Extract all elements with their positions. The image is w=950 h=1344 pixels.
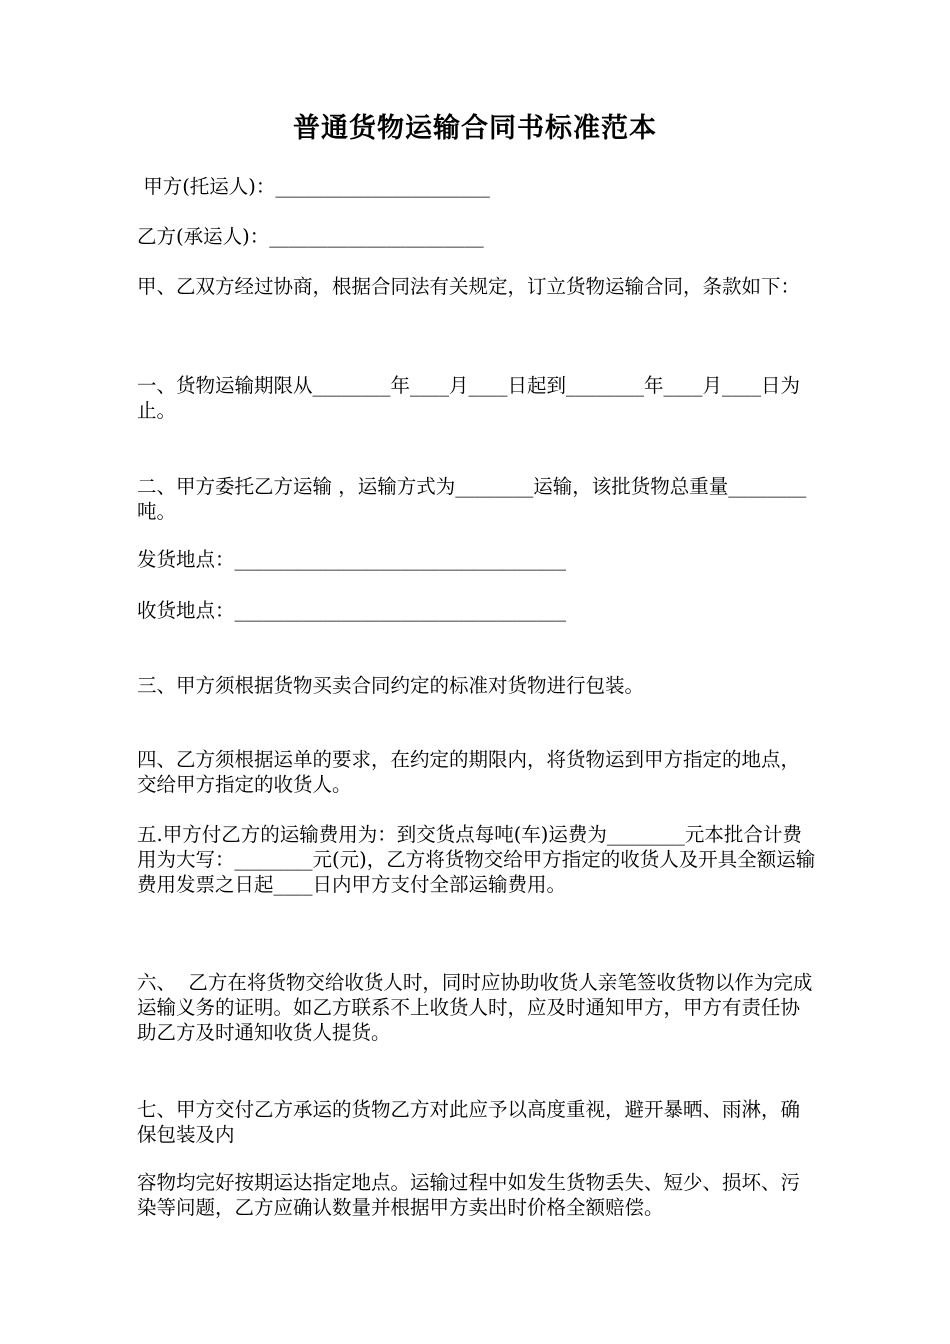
ship-to-line: 收货地点：__________________________________ bbox=[137, 599, 567, 622]
party-a-blank: ______________________ bbox=[275, 175, 490, 198]
clause-5: 五.甲方付乙方的运输费用为：到交货点每吨(车)运费为________元本批合计费用为大写：________元(元)，乙方将货物交给甲方指定的收货人及开具全额运输费用发票之日起____日内甲方支付全部运输费用。 bbox=[137, 823, 816, 896]
intro-paragraph: 甲、乙双方经过协商，根据合同法有关规定，订立货物运输合同，条款如下： bbox=[137, 275, 801, 298]
clause-7-part-1: 七、甲方交付乙方承运的货物乙方对此应予以高度重视，避开暴晒、雨淋，确保包装及内 bbox=[137, 1098, 801, 1146]
clause-4: 四、乙方须根据运单的要求，在约定的期限内，将货物运到甲方指定的地点，交给甲方指定的收货人。 bbox=[137, 748, 801, 796]
clause-1: 一、货物运输期限从________年____月____日起到________年____月____日为止。 bbox=[137, 374, 801, 422]
clause-3: 三、甲方须根据货物买卖合同约定的标准对货物进行包装。 bbox=[137, 674, 645, 697]
clause-7-part-2: 容物均完好按期运达指定地点。运输过程中如发生货物丢失、短少、损坏、污染等问题，乙方应确认数量并根据甲方卖出时价格全额赔偿。 bbox=[137, 1171, 801, 1219]
ship-from-line: 发货地点：__________________________________ bbox=[137, 548, 567, 571]
party-b-label: 乙方(承运人)： bbox=[137, 225, 270, 248]
party-a-line bbox=[137, 174, 817, 199]
party-b-blank: ______________________ bbox=[269, 225, 484, 248]
clause-2: 二、甲方委托乙方运输 ，运输方式为________运输，该批货物总重量________吨。 bbox=[137, 475, 807, 523]
party-b-line bbox=[137, 224, 817, 249]
document-title: 普通货物运输合同书标准范本 bbox=[293, 113, 657, 144]
clause-6: 六、 乙方在将货物交给收货人时，同时应协助收货人亲笔签收货物以作为完成运输义务的证明。如乙方联系不上收货人时，应及时通知甲方，甲方有责任协助乙方及时通知收货人提货。 bbox=[137, 971, 813, 1044]
party-a-label: 甲方(托运人)： bbox=[137, 175, 276, 198]
